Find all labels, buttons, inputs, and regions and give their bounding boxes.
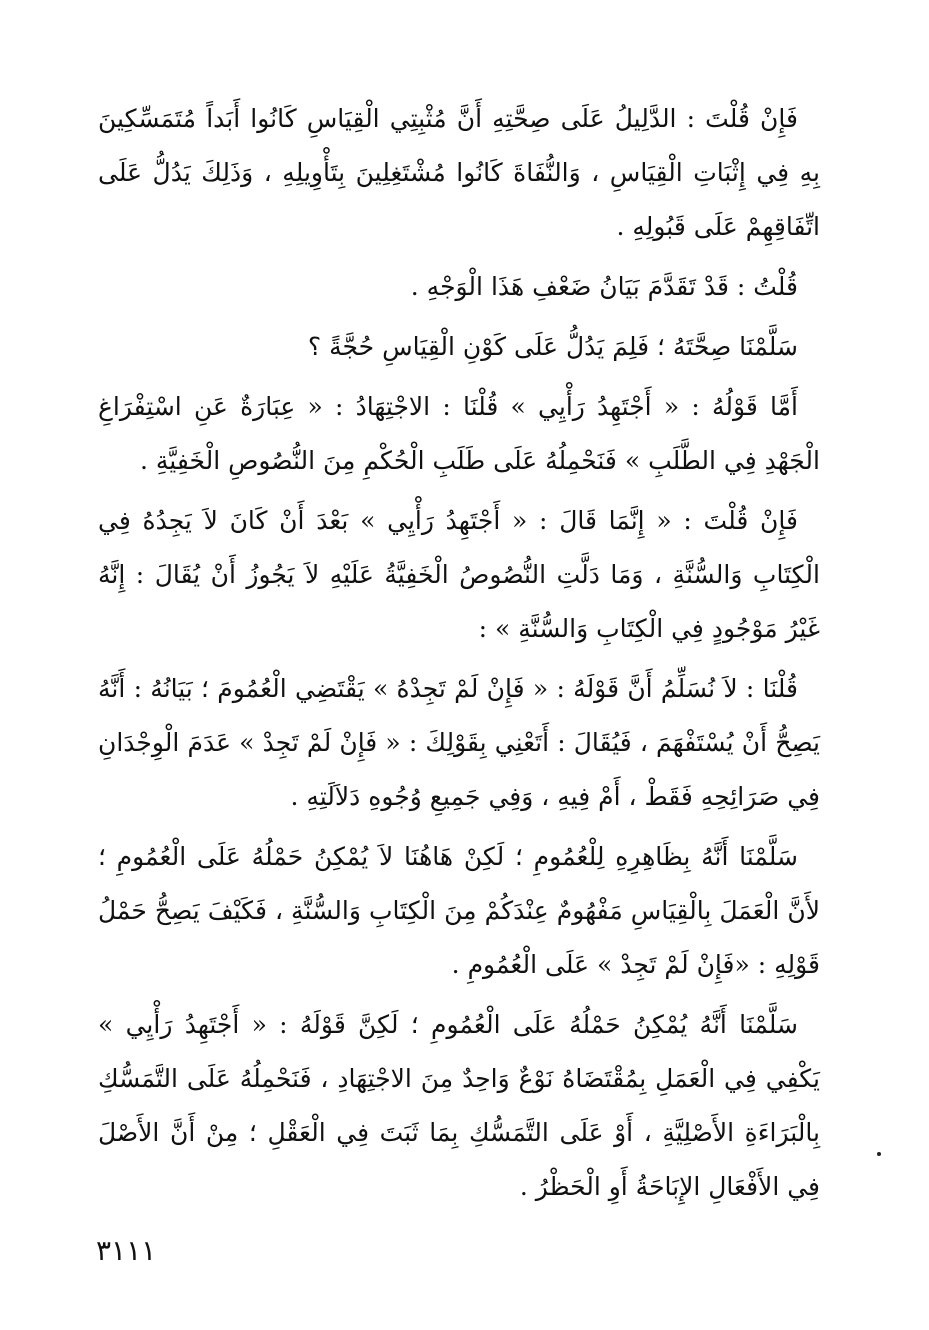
body-text — [98, 92, 820, 1220]
paragraph-concession-generality: سَلَّمْنَا أَنَّهُ بِظَاهِرِهِ لِلْعُمُومِ ؛ لَكِنْ هَاهُنَا لاَ يُمْكِنُ حَمْلُهُ عَلَى الْعُمُومِ ؛ لأَنَّ الْعَمَلَ بِالْقِيَاسِ مَفْهُومٌ عِنْدَكُمْ مِنَ الْكِتَابِ وَالسُّنَّةِ ، فَكَيْفَ يَصِحُّ حَمْلُ قَوْلِهِ : «فَإِنْ لَمْ تَجِدْ » عَلَى الْعُمُومِ . — [98, 842, 820, 979]
margin-mark — [877, 1152, 881, 1156]
paragraph-concession-proof: سَلَّمْنَا صِحَّتَهُ ؛ فَلِمَ يَدُلُّ عَلَى كَوْنِ الْقِيَاسِ حُجَّةً ؟ — [307, 332, 798, 361]
paragraph-objection-hidden-texts: فَإِنْ قُلْتَ : « إِنَّمَا قَالَ : « أَجْتَهِدُ رَأْيِي » بَعْدَ أَنْ كَانَ لاَ يَجِدُهُ فِي الْكِتَابِ وَالسُّنَّةِ ، وَمَا دَلَّتِ النُّصُوصُ الْخَفِيَّةُ عَلَيْهِ لاَ يَجُوزُ أَنْ يُقَالَ : إِنَّهُ غَيْرُ مَوْجُودٍ فِي الْكِتَابِ وَالسُّنَّةِ » : — [98, 506, 820, 643]
paragraph-ijtihad-definition: أَمَّا قَوْلُهُ : « أَجْتَهِدُ رَأْيِي » قُلْنَا : الاجْتِهَادُ : « عِبَارَةٌ عَنِ اسْتِفْرَاغِ الْجَهْدِ فِي الطَّلَبِ » فَنَحْمِلُهُ عَلَى طَلَبِ الْحُكْمِ مِنَ النُّصُوصِ الْخَفِيَّةِ . — [98, 392, 820, 475]
paragraph-objection-consensus: فَإِنْ قُلْتَ : الدَّلِيلُ عَلَى صِحَّتِهِ أَنَّ مُثْبِتِي الْقِيَاسِ كَانُوا أَبَداً مُتَمَسِّكِينَ بِهِ فِي إِثْبَاتِ الْقِيَاسِ ، وَالنُّفَاةَ كَانُوا مُشْتَغِلِينَ بِتَأْوِيلِهِ ، وَذَلِكَ يَدُلُّ عَلَى اتِّفَاقِهِمْ عَلَى قَبُولِهِ . — [98, 104, 820, 241]
paragraph-reply-weakness: قُلْتُ : قَدْ تَقَدَّمَ بَيَانُ ضَعْفِ هَذَا الْوَجْهِ . — [410, 272, 798, 301]
page-number: ٣١١١ — [96, 1234, 157, 1267]
paragraph-concession-single-type: سَلَّمْنَا أَنَّهُ يُمْكِنُ حَمْلُهُ عَلَى الْعُمُومِ ؛ لَكِنَّ قَوْلَهُ : « أَجْتَهِدُ رَأْيِي » يَكْفِي فِي الْعَمَلِ بِمُقْتَضَاهُ نَوْعٌ وَاحِدٌ مِنَ الاجْتِهَادِ ، فَنَحْمِلُهُ عَلَى التَّمَسُّكِ بِالْبَرَاءَةِ الأَصْلِيَّةِ ، أَوْ عَلَى التَّمَسُّكِ بِمَا ثَبَتَ فِي الْعَقْلِ ؛ مِنْ أَنَّ الأَصْلَ فِي الأَفْعَالِ الإِبَاحَةُ أَوِ الْحَظْرُ . — [98, 1010, 820, 1201]
paragraph-reply-generality: قُلْنَا : لاَ نُسَلِّمُ أَنَّ قَوْلَهُ : « فَإِنْ لَمْ تَجِدْهُ » يَقْتَضِي الْعُمُومَ ؛ بَيَانُهُ : أَنَّهُ يَصِحُّ أَنْ يُسْتَفْهَمَ ، فَيُقَالَ : أَتَعْنِي بِقَوْلِكَ : « فَإِنْ لَمْ تَجِدْ » عَدَمَ الْوِجْدَانِ فِي صَرَائِحِهِ فَقَطْ ، أَمْ فِيهِ ، وَفِي جَمِيعِ وُجُوهِ دَلاَلَتِهِ . — [98, 674, 820, 811]
